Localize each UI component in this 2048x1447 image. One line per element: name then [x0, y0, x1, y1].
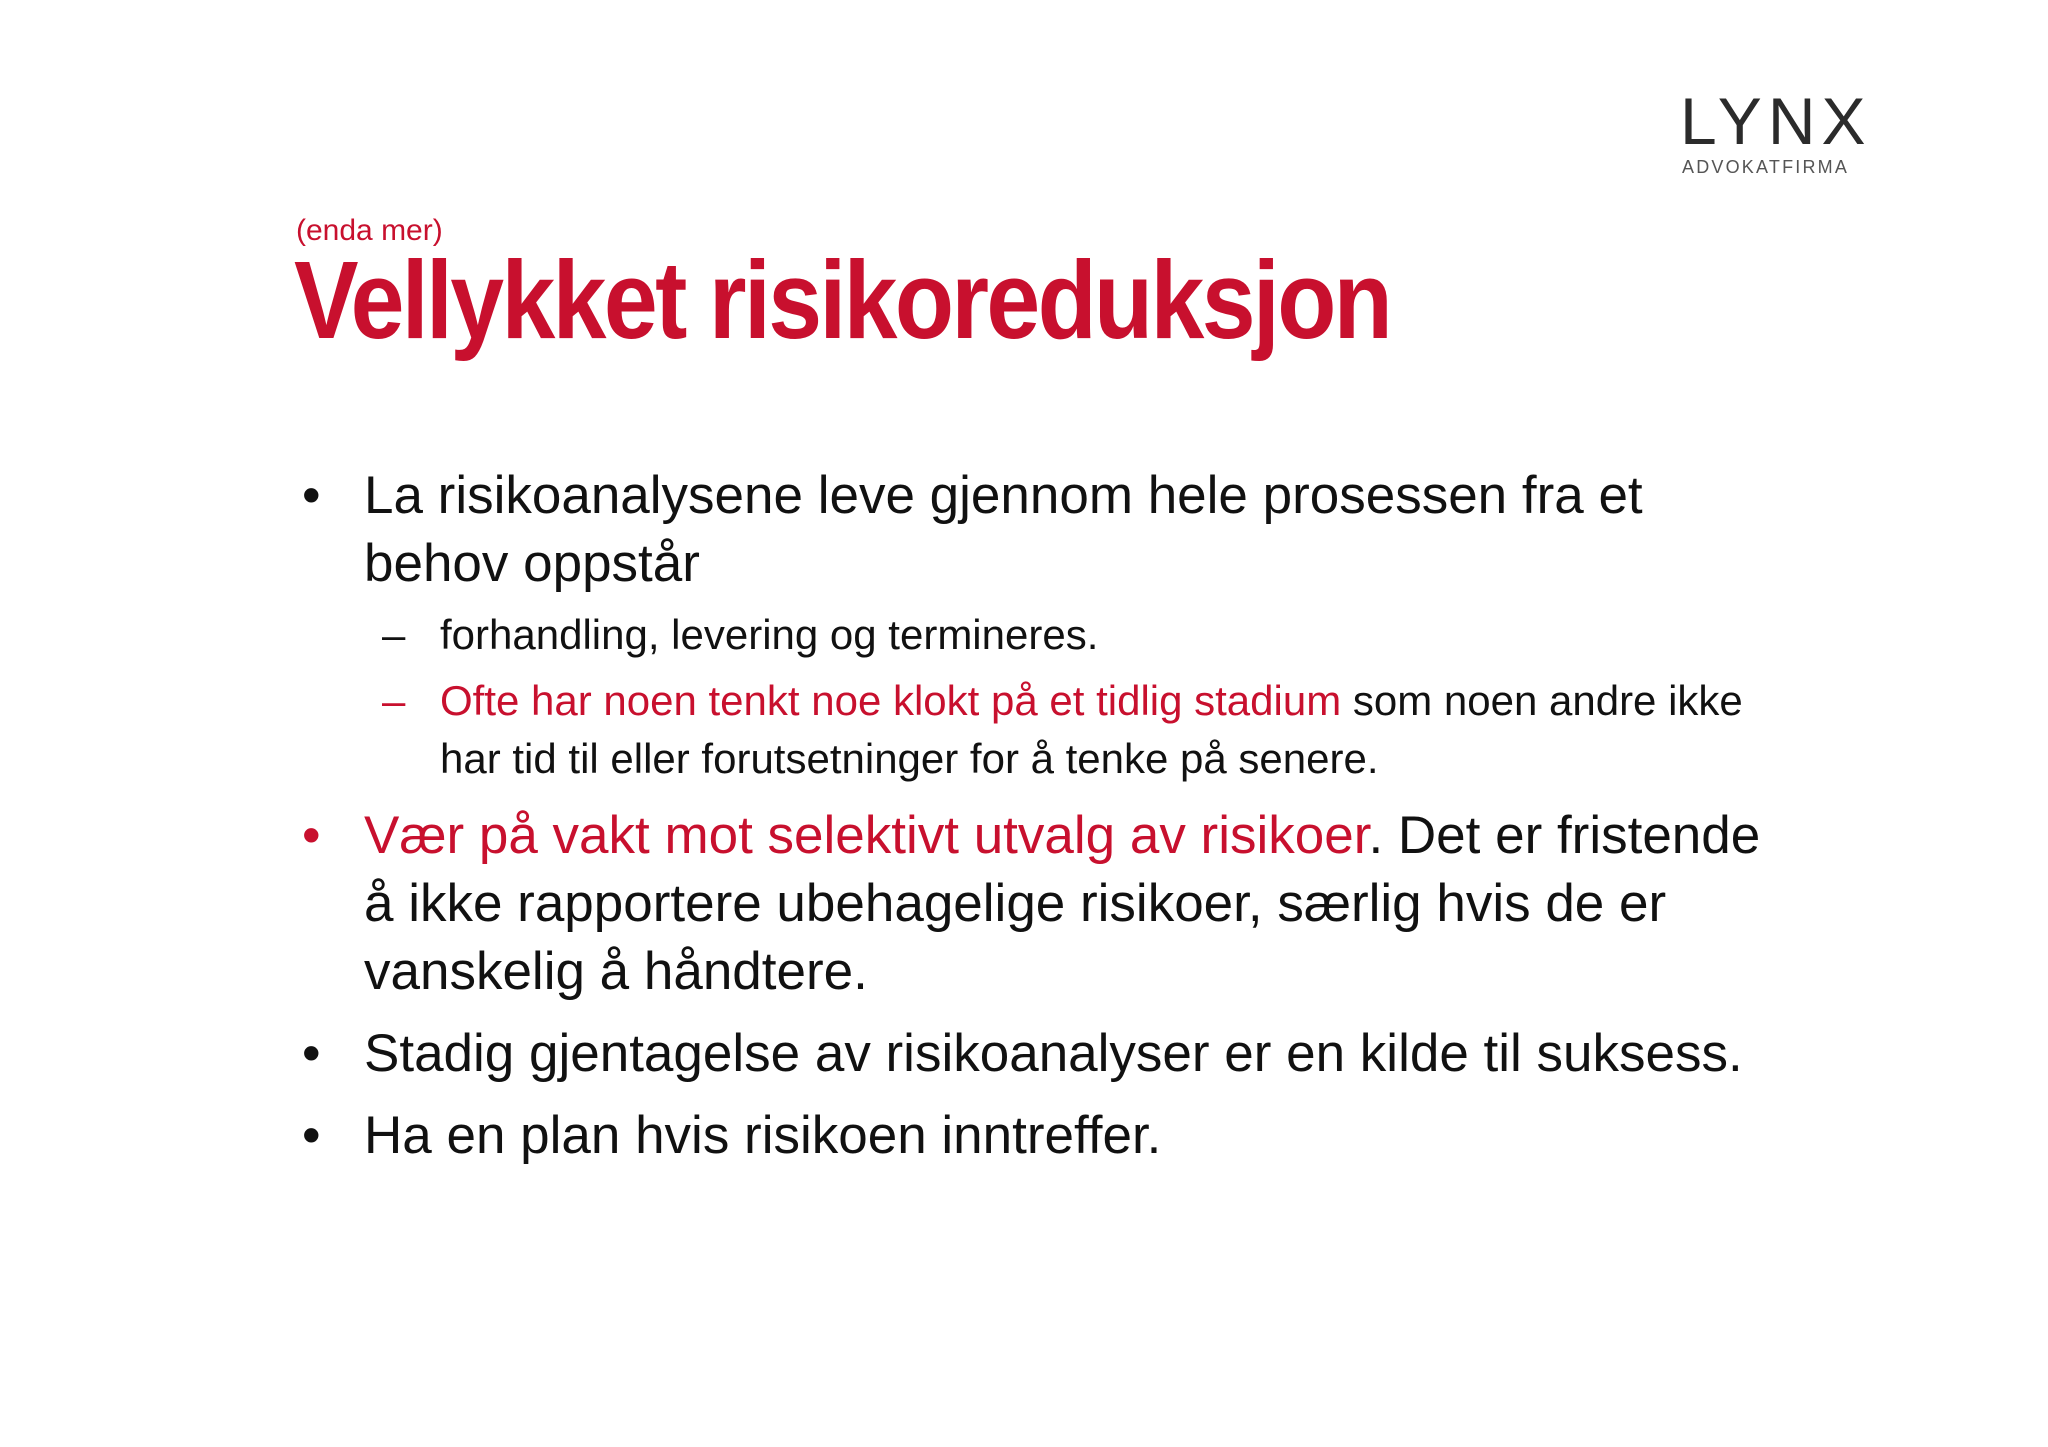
sub-item	[296, 672, 1776, 788]
bullet-marker: •	[302, 806, 321, 865]
bullet-marker: •	[302, 466, 321, 525]
sub-list	[364, 606, 1776, 788]
sub-item	[296, 606, 1776, 664]
title-kicker: (enda mer)	[296, 214, 443, 247]
dash-marker: –	[382, 677, 406, 724]
bullet-item	[296, 1020, 1776, 1088]
bullet-item	[296, 1102, 1776, 1170]
bullet-text: La risikoanalysene leve gjennom hele prosessen fra et behov oppstår	[364, 466, 1643, 593]
bullet-item	[296, 462, 1776, 788]
bullet-list	[296, 462, 1776, 1184]
bullet-marker: •	[302, 1106, 321, 1165]
bullet-text: Stadig gjentagelse av risikoanalyser er en kilde til suksess.	[364, 1024, 1743, 1083]
sub-item-text: som noen andre ikke har tid til eller forutsetninger for å tenke på senere.	[440, 677, 1743, 782]
logo-wordmark: LYNX	[1680, 84, 1872, 158]
slide-title: Vellykket risikoreduksjon	[294, 239, 1391, 362]
dash-marker: –	[382, 611, 406, 658]
sub-item-highlight: Ofte har noen tenkt noe klokt på et tidlig stadium	[440, 677, 1342, 724]
bullet-text: Ha en plan hvis risikoen inntreffer.	[364, 1106, 1162, 1165]
lynx-logo	[1680, 84, 1872, 178]
bullet-marker: •	[302, 1024, 321, 1083]
sub-item-text: forhandling, levering og termineres.	[440, 611, 1099, 658]
bullet-text: . Det er fristende å ikke rapportere ubehagelige risikoer, særlig hvis de er vanskelig å håndtere.	[364, 806, 1761, 1001]
bullet-highlight: Vær på vakt mot selektivt utvalg av risikoer	[364, 806, 1369, 865]
logo-subtitle: ADVOKATFIRMA	[1682, 157, 1850, 177]
bullet-item	[296, 802, 1776, 1006]
